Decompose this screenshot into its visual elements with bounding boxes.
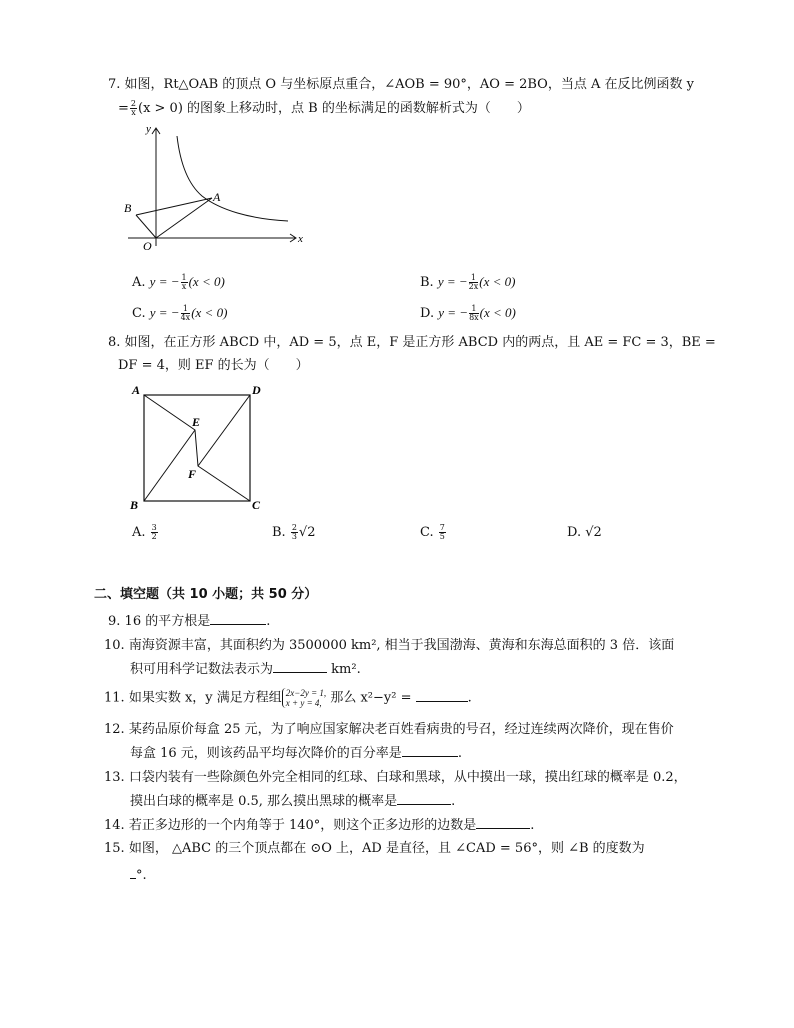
q7-figure [120,122,310,252]
q8-option-b[interactable]: B. $\frac{2}{3}$ √2 [272,523,316,541]
q11-answer-blank[interactable] [416,689,468,702]
q7-stem-line2: (x > 0) 的图象上移动时，点 B 的坐标满足的函数解析式为（ ） [138,101,530,116]
q7-fraction: $\frac{2}{x}$ [130,99,136,117]
q7-stem-line1: 如图，Rt△OAB 的顶点 O 与坐标原点重合，∠AOB = 90°，AO = 2BO，当点 A 在反比例函数 y [124,77,694,92]
q7-option-d[interactable]: D. y = − $\frac{1}{8x}$ (x < 0) [420,304,516,322]
q7-number: 7. [108,77,121,92]
q8-figure [126,382,268,514]
q12-line2: 每盒 16 元，则该药品平均每次降价的百分率是 . [130,746,462,761]
q12-line1: 12. 某药品原价每盒 25 元，为了响应国家解决老百姓看病贵的号召，经过连续两次降价，现在售价 [104,722,674,737]
q8-option-a[interactable]: A. $\frac{3}{2}$ [132,523,157,541]
q7-label-y: y [146,123,151,135]
q8-option-c[interactable]: C. $\frac{7}{5}$ [420,523,445,541]
q15-line2: °. [130,866,147,885]
q13-line2: 摸出白球的概率是 0.5, 那么摸出黑球的概率是 . [130,794,456,809]
q8-label-D: D [252,383,261,397]
q10-answer-blank[interactable] [273,660,327,673]
q8-label-C: C [252,498,261,512]
q11-equation-system: 2x−2y = 1, x + y = 4, [282,688,326,708]
q9: 9. 16 的平方根是 . [108,614,271,629]
q8-line2 [118,357,309,375]
q7-line2: = $\frac{2}{x}$ (x > 0) 的图象上移动时，点 B 的坐标满足的函数解析式为（ ） [118,99,530,117]
q8-label-E: E [192,415,201,429]
q7-label-O: O [143,239,152,252]
q14-answer-blank[interactable] [476,816,530,829]
q7-option-b[interactable]: B. y = − $\frac{1}{2x}$ (x < 0) [420,273,516,291]
q10-line1: 10. 南海资源丰富，其面积约为 3500000 km², 相当于我国渤海、黄海和东海总面积的 3 倍．该面 [104,638,675,653]
q7-option-c[interactable]: C. y = − $\frac{1}{4x}$ (x < 0) [132,304,228,322]
q8-label-F: F [188,467,197,481]
q13-answer-blank[interactable] [397,792,451,805]
q7-label-A: A [213,190,221,204]
q14: 14. 若正多边形的一个内角等于 140°，则这个正多边形的边数是 . [104,818,535,833]
q7-label-x: x [298,233,303,245]
q8-option-d[interactable]: D. √2 [567,525,602,540]
q10-line2: 积可用科学记数法表示为 km². [130,662,361,677]
q15-line1: 15. 如图， △ABC 的三个顶点都在 ⊙O 上，AD 是直径，且 ∠CAD = 56°，则 ∠B 的度数为 [104,841,645,856]
q11: 11. 如果实数 x，y 满足方程组 2x−2y = 1, x + y = 4, 那么 x²−y² = . [104,688,472,708]
q7-option-a[interactable]: A. y = − $\frac{1}{x}$ (x < 0) [132,273,225,291]
q8-line1 [108,334,716,352]
q12-answer-blank[interactable] [402,744,458,757]
q7-label-B: B [124,201,132,215]
q8-label-A: A [132,383,141,397]
q13-line1: 13. 口袋内装有一些除颜色外完全相同的红球、白球和黑球，从中摸出一球，摸出红球的概率是 0.2， [104,770,687,785]
section-2-title: 二、填空题（共 10 小题；共 50 分） [94,587,318,602]
q8-stem-line2: DF = 4，则 EF 的长为（ ） [118,358,309,373]
q8-number: 8. [108,335,121,350]
q8-label-B: B [130,498,139,512]
q9-answer-blank[interactable] [210,612,266,625]
q8-stem-line1: 如图，在正方形 ABCD 中，AD = 5，点 E，F 是正方形 ABCD 内的两点，且 AE = FC = 3，BE = [124,335,716,350]
q7-line1 [108,76,694,94]
